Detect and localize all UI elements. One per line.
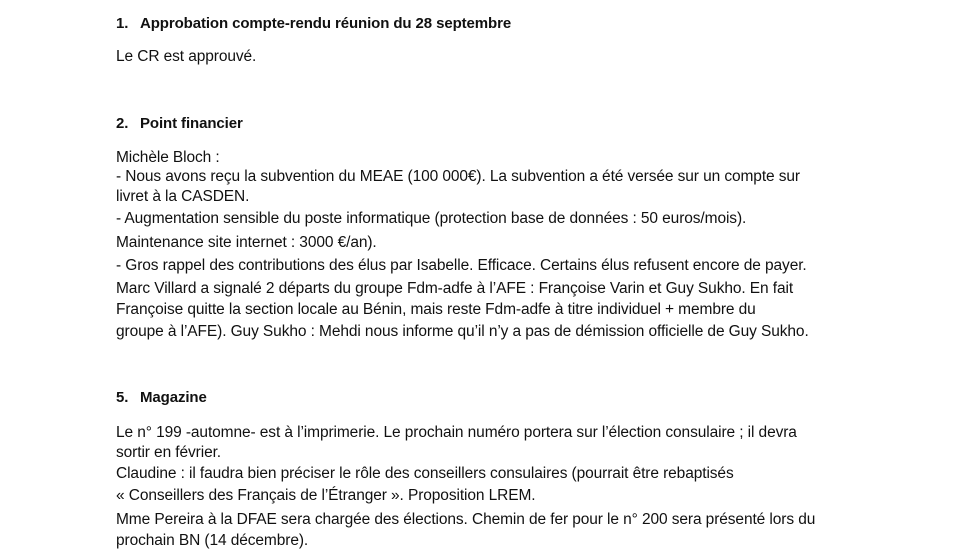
section-5-line-1: Le n° 199 -automne- est à l’imprimerie. Le prochain numéro portera sur l’élection consulaire ; il devra [116,424,797,441]
section-2-line-5: Maintenance site internet : 3000 €/an). [116,234,377,251]
section-2-line-2: - Nous avons reçu la subvention du MEAE (100 000€). La subvention a été versée sur un compte sur [116,168,800,185]
section-2-line-9: groupe à l’AFE). Guy Sukho : Mehdi nous informe qu’il n’y a pas de démission officielle de Guy Sukho. [116,323,809,340]
section-5-line-6: prochain BN (14 décembre). [116,532,309,549]
section-5-number: 5. [116,389,129,406]
section-1-title: Approbation compte-rendu réunion du 28 septembre [140,15,512,32]
section-2-number: 2. [116,115,129,132]
section-2-line-7: Marc Villard a signalé 2 départs du groupe Fdm-adfe à l’AFE : Françoise Varin et Guy Sukho. En fait [116,280,794,297]
section-2-heading [116,114,243,134]
section-2-title: Point financier [140,115,243,132]
section-5-line-5: Mme Pereira à la DFAE sera chargée des élections. Chemin de fer pour le n° 200 sera présenté lors du [116,511,816,528]
section-2-line-6: - Gros rappel des contributions des élus par Isabelle. Efficace. Certains élus refusent encore de payer. [116,257,807,274]
section-1-heading [116,14,511,34]
section-1-line-1: Le CR est approuvé. [116,48,257,65]
section-5-line-3: Claudine : il faudra bien préciser le rôle des conseillers consulaires (pourrait être rebaptisés [116,465,734,482]
section-5-title: Magazine [140,389,207,406]
section-2-line-1: Michèle Bloch : [116,149,220,166]
section-5-line-4: « Conseillers des Français de l’Étranger ». Proposition LREM. [116,487,536,504]
section-2-line-4: - Augmentation sensible du poste informatique (protection base de données : 50 euros/mois). [116,210,747,227]
section-2-line-3: livret à la CASDEN. [116,188,250,205]
section-2-line-8: Françoise quitte la section locale au Bénin, mais reste Fdm-adfe à titre individuel + membre du [116,301,756,318]
section-5-heading [116,388,207,408]
section-1-number: 1. [116,15,129,32]
section-5-line-2: sortir en février. [116,444,222,461]
